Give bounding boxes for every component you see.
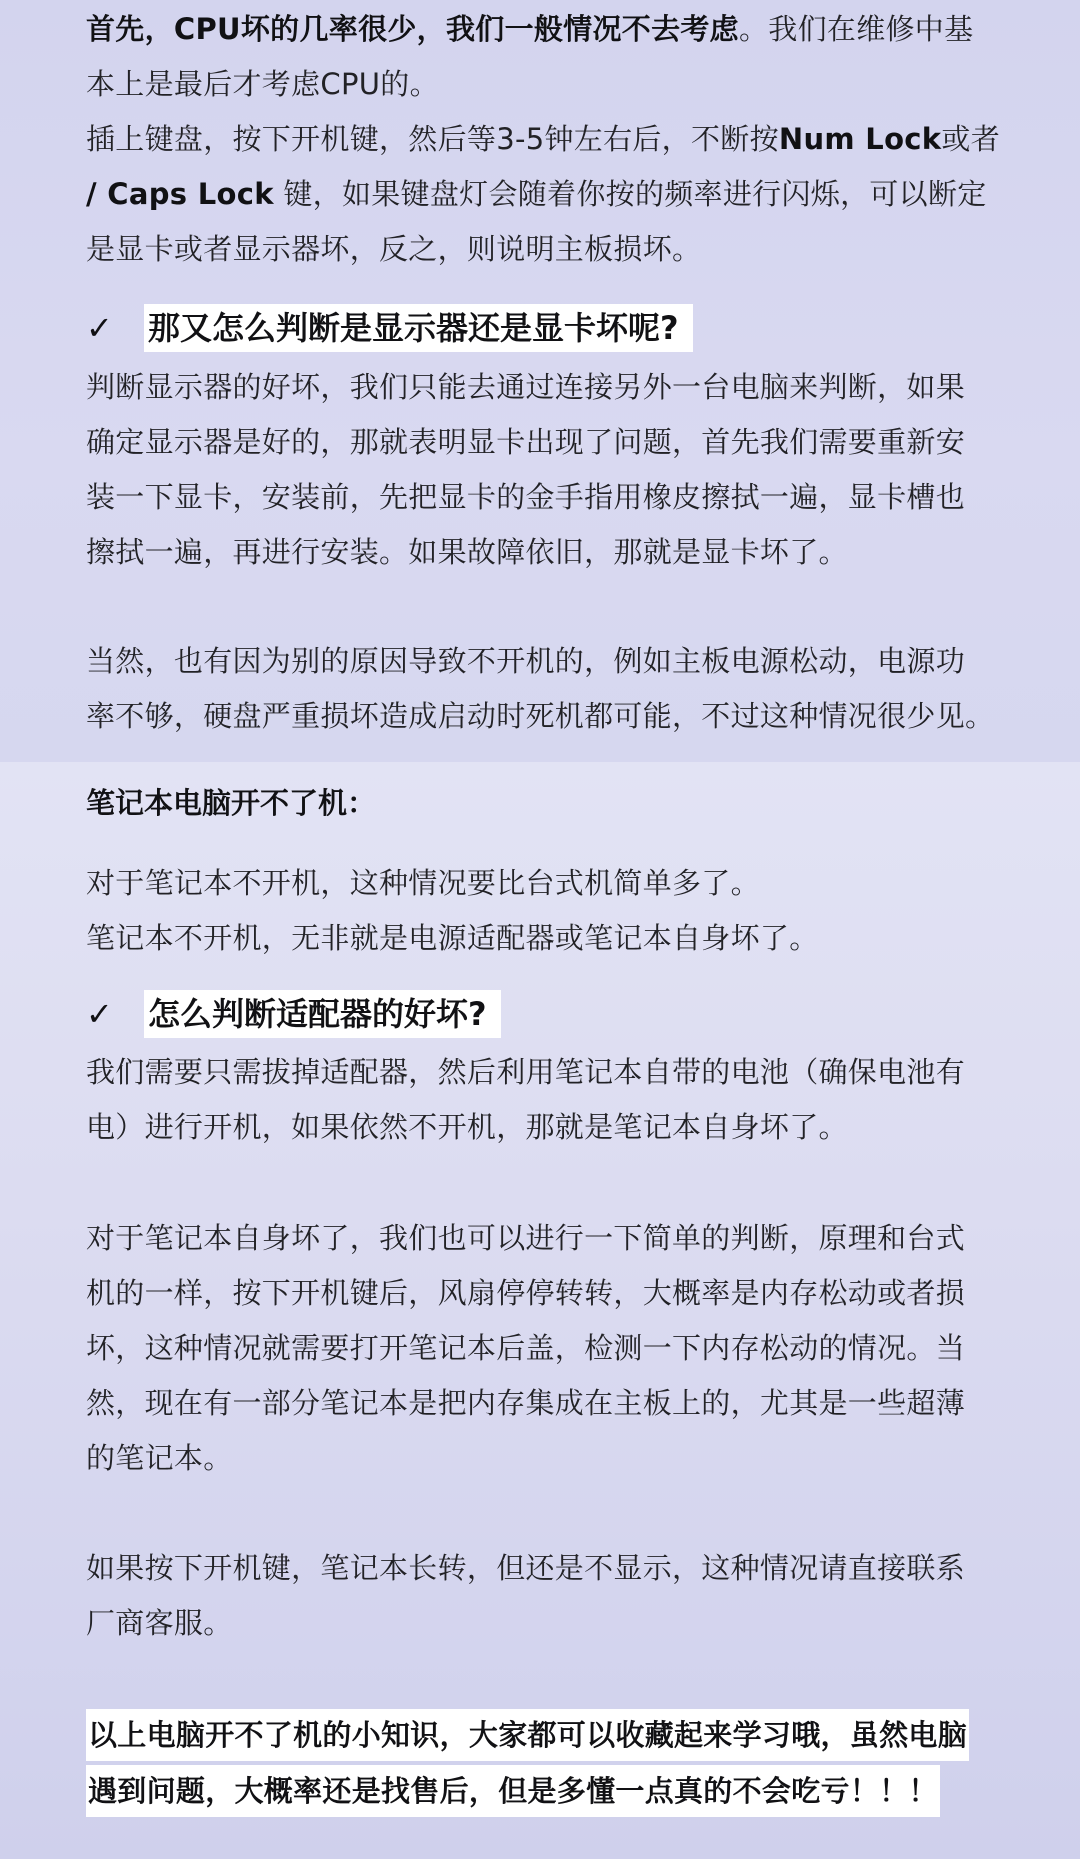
contact-vendor-line-2: 厂商客服。 <box>86 1606 233 1640</box>
display-check-line-4: 擦拭一遍，再进行安装。如果故障依旧，那就是显卡坏了。 <box>86 535 848 569</box>
display-check-line-3: 装一下显卡，安装前，先把显卡的金手指用橡皮擦拭一遍，显卡槽也 <box>86 480 966 514</box>
laptop-self-fault-line-1: 对于笔记本自身坏了，我们也可以进行一下简单的判断，原理和台式 <box>86 1221 966 1255</box>
contact-vendor-paragraph <box>86 1541 1031 1651</box>
laptop-self-fault-paragraph <box>86 1211 1031 1486</box>
caps-lock-key-label: / Caps Lock <box>86 177 274 211</box>
intro-line-1-rest: 。我们在维修中基 <box>739 12 974 46</box>
heading-adapter <box>86 989 501 1039</box>
intro-line-5: 是显卡或者显示器坏，反之，则说明主板损坏。 <box>86 232 702 266</box>
num-lock-key-label: Num Lock <box>778 122 942 156</box>
intro-line-1-bold: 首先，CPU坏的几率很少，我们一般情况不去考虑 <box>86 12 739 46</box>
laptop-self-fault-line-4: 然，现在有一部分笔记本是把内存集成在主板上的，尤其是一些超薄 <box>86 1386 966 1420</box>
laptop-self-fault-line-5: 的笔记本。 <box>86 1441 233 1475</box>
conclusion-line-2: 遇到问题，大概率还是找售后，但是多懂一点真的不会吃亏！！！ <box>86 1765 940 1817</box>
intro-line-3 <box>86 112 1031 167</box>
conclusion-paragraph <box>86 1708 969 1820</box>
display-check-paragraph <box>86 360 1031 580</box>
intro-line-4-rest: 键，如果键盘灯会随着你按的频率进行闪烁，可以断定 <box>273 177 987 211</box>
intro-line-3-a: 插上键盘，按下开机键，然后等3-5钟左右后，不断按 <box>86 122 779 156</box>
display-check-line-1: 判断显示器的好坏，我们只能去通过连接另外一台电脑来判断，如果 <box>86 370 966 404</box>
intro-paragraph <box>86 2 1031 277</box>
conclusion-line-1: 以上电脑开不了机的小知识，大家都可以收藏起来学习哦，虽然电脑 <box>86 1709 969 1761</box>
display-check-line-2: 确定显示器是好的，那就表明显卡出现了问题，首先我们需要重新安 <box>86 425 966 459</box>
laptop-self-fault-line-3: 坏，这种情况就需要打开笔记本后盖，检测一下内存松动的情况。当 <box>86 1331 966 1365</box>
intro-line-3-b: 或者 <box>941 122 1000 156</box>
checkmark-icon: ✓ <box>86 995 113 1033</box>
heading-display-or-gpu <box>86 303 693 353</box>
other-causes-paragraph <box>86 634 1031 744</box>
intro-line-4 <box>86 167 1031 222</box>
contact-vendor-line-1: 如果按下开机键，笔记本长转，但还是不显示，这种情况请直接联系 <box>86 1551 966 1585</box>
heading-adapter-text: 怎么判断适配器的好坏? <box>144 990 501 1038</box>
laptop-self-fault-line-2: 机的一样，按下开机键后，风扇停停转转，大概率是内存松动或者损 <box>86 1276 966 1310</box>
other-causes-line-2: 率不够，硬盘严重损坏造成启动时死机都可能，不过这种情况很少见。 <box>86 699 995 733</box>
heading-display-or-gpu-text: 那又怎么判断是显示器还是显卡坏呢? <box>144 304 693 352</box>
other-causes-line-1: 当然，也有因为别的原因导致不开机的，例如主板电源松动，电源功 <box>86 644 966 678</box>
intro-line-1 <box>86 2 1031 57</box>
checkmark-icon: ✓ <box>86 309 113 347</box>
intro-line-2: 本上是最后才考虑CPU的。 <box>86 67 439 101</box>
adapter-check-line-1: 我们需要只需拔掉适配器，然后利用笔记本自带的电池（确保电池有 <box>86 1055 966 1089</box>
adapter-check-paragraph <box>86 1045 1031 1155</box>
laptop-intro-line-2: 笔记本不开机，无非就是电源适配器或笔记本自身坏了。 <box>86 921 819 955</box>
laptop-intro-paragraph <box>86 856 1031 966</box>
adapter-check-line-2: 电）进行开机，如果依然不开机，那就是笔记本自身坏了。 <box>86 1110 848 1144</box>
laptop-intro-line-1: 对于笔记本不开机，这种情况要比台式机简单多了。 <box>86 866 760 900</box>
laptop-section-title: 笔记本电脑开不了机： <box>86 786 377 820</box>
